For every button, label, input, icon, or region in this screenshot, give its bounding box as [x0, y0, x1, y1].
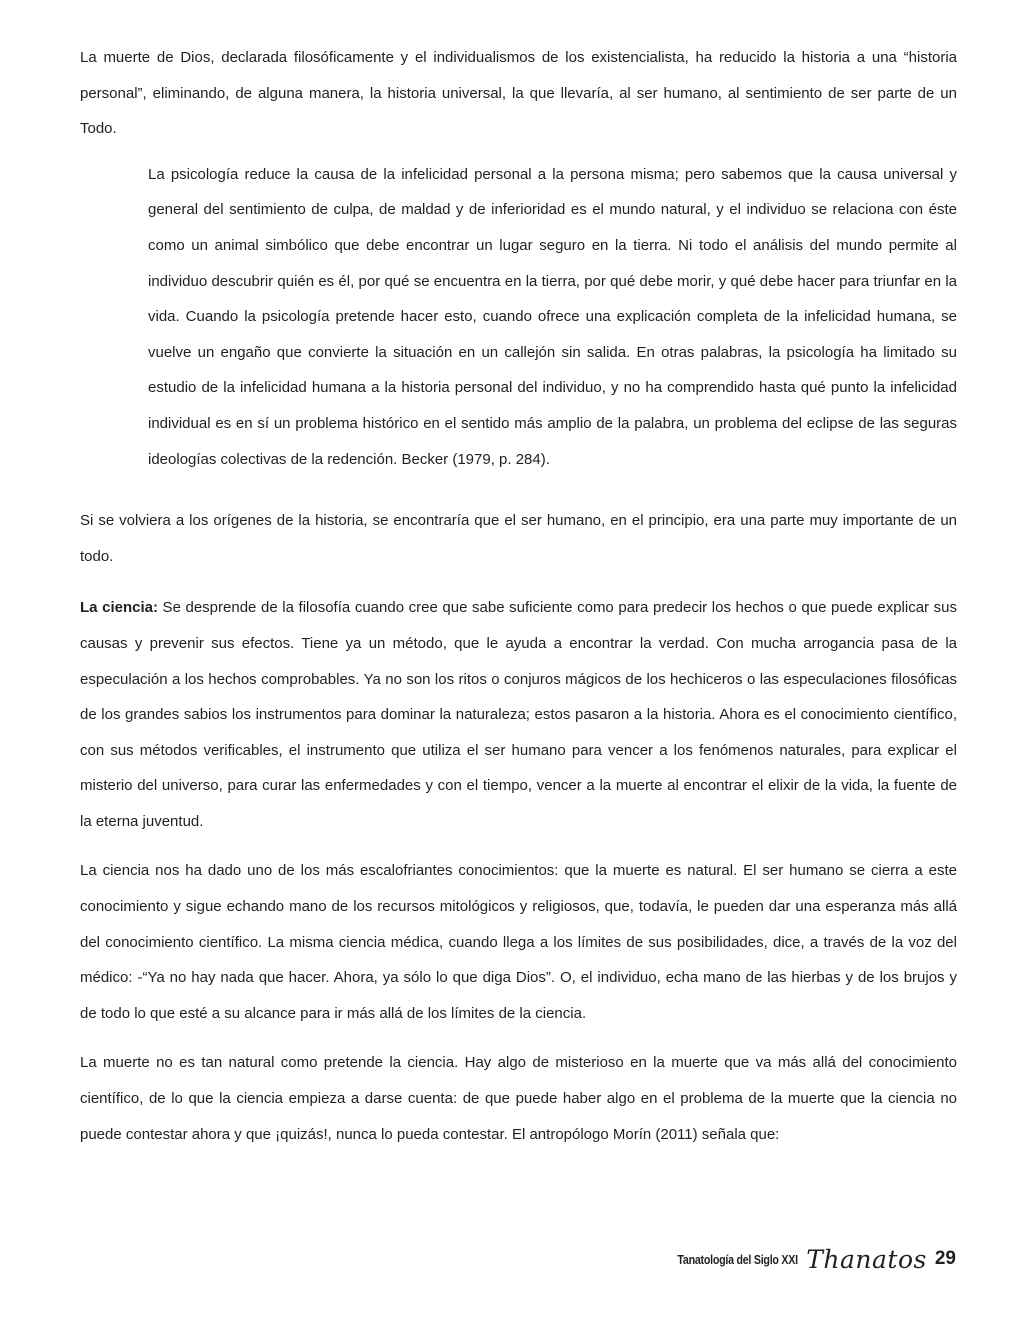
- paragraph-intro: La muerte de Dios, declarada filosóficamente y el individualismos de los existencialista, ha reducido la historia a una “historia personal”, eliminando, de alguna manera, la historia universal, la que llevaría, al ser humano, al sentimiento de ser parte de un Todo.: [80, 49, 957, 138]
- footer-publication-title: Tanatología del Siglo XXI: [677, 1251, 799, 1267]
- page-footer: [651, 1244, 956, 1274]
- term-la-ciencia: La ciencia:: [80, 599, 158, 617]
- block-quote-becker: La psicología reduce la causa de la infelicidad personal a la persona misma; pero sabemos que la causa universal y general del sentimiento de culpa, de maldad y de inferioridad es el mundo natural, y el individuo se relaciona con éste como un animal simbólico que debe encontrar un lugar seguro en la tierra. Ni todo el análisis del mundo permite al individuo descubrir quién es él, por qué se encuentra en la tierra, por qué debe morir, y qué debe hacer para triunfar en la vida. Cuando la psicología pretende hacer esto, cuando ofrece una explicación completa de la infelicidad humana, se vuelve un engaño que convierte la situación en un callejón sin salida. En otras palabras, la psicología ha limitado su estudio de la infelicidad humana a la historia personal del individuo, y no ha comprendido hasta qué punto la infelicidad individual es en sí un problema histórico en el sentido más amplio de la palabra, un problema del eclipse de las seguras ideologías colectivas de la redención. Becker (1979, p. 284).: [148, 165, 957, 468]
- paragraph-science-body: Se desprende de la filosofía cuando cree que sabe suficiente como para predecir los hechos o que puede explicar sus causas y prevenir sus efectos. Tiene ya un método, que le ayuda a encontrar la verdad. Con mucha arrogancia pasa de la especulación a los hechos comprobables. Ya no son los ritos o conjuros mágicos de los hechiceros o las especulaciones filosóficas de los grandes sabios los instrumentos para dominar la naturaleza; estos pasaron a la historia. Ahora es el conocimiento científico, con sus métodos verificables, el instrumento que utiliza el ser humano para vencer a los fenómenos naturales, para explicar el misterio del universo, para curar las enfermedades y con el tiempo, vencer a la muerte al encontrar el elixir de la vida, la fuente de la eterna juventud.: [80, 599, 957, 830]
- paragraph-natural-death: La ciencia nos ha dado uno de los más escalofriantes conocimientos: que la muerte es natural. El ser humano se cierra a este conocimiento y sigue echando mano de los recursos mitológicos y religiosos, que, todavía, le pueden dar una esperanza más allá del conocimiento científico. La misma ciencia médica, cuando llega a los límites de sus posibilidades, dice, a través de la voz del médico: -“Ya no hay nada que hacer. Ahora, ya sólo lo que diga Dios”. O, el individuo, echa mano de las hierbas y de los brujos y de todo lo que esté a su alcance para ir más allá de los límites de la ciencia.: [80, 862, 957, 1022]
- page-body: [80, 40, 957, 1152]
- paragraph-mystery: La muerte no es tan natural como pretende la ciencia. Hay algo de misterioso en la muerte que va más allá del conocimiento científico, de lo que la ciencia empieza a darse cuenta: de que puede haber algo en el problema de la muerte que la ciencia no puede contestar ahora y que ¡quizás!, nunca lo pueda contestar. El antropólogo Morín (2011) señala que:: [80, 1054, 957, 1143]
- paragraph-science: [80, 590, 957, 839]
- paragraph-origins: Si se volviera a los orígenes de la historia, se encontraría que el ser humano, en el principio, era una parte muy importante de un todo.: [80, 512, 957, 565]
- thanatos-logo: Thanatos: [806, 1244, 927, 1274]
- page-number: 29: [934, 1248, 956, 1269]
